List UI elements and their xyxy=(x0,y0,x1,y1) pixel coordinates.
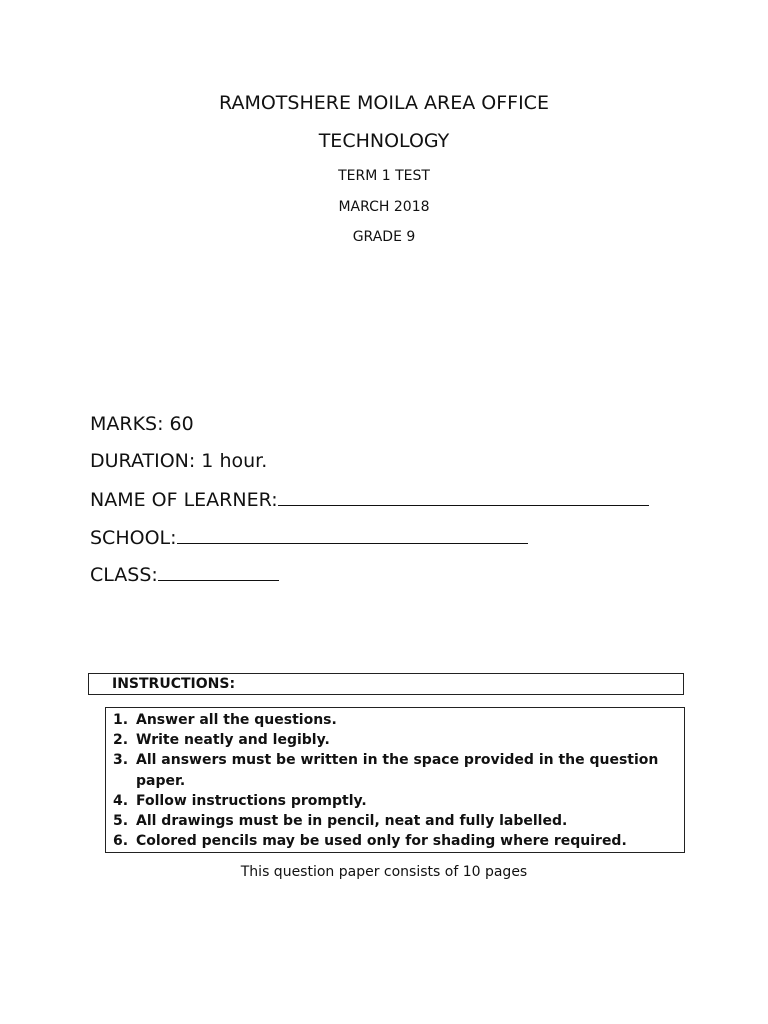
instruction-text: Write neatly and legibly. xyxy=(136,732,330,749)
instruction-text: All drawings must be in pencil, neat and fully labelled. xyxy=(136,813,568,830)
instruction-item xyxy=(113,831,673,851)
instruction-text: Answer all the questions. xyxy=(136,712,337,728)
area-office-title: RAMOTSHERE MOILA AREA OFFICE xyxy=(219,92,549,114)
instruction-number: 4. xyxy=(113,792,129,809)
marks-field xyxy=(90,413,194,435)
learner-name-field xyxy=(90,487,649,511)
school-field xyxy=(90,525,528,549)
instruction-number: 3. xyxy=(113,752,129,769)
instruction-item xyxy=(113,710,673,730)
learner-name-label: NAME OF LEARNER: xyxy=(90,489,278,511)
class-field xyxy=(90,562,279,586)
class-blank[interactable] xyxy=(158,562,279,581)
test-date: MARCH 2018 xyxy=(338,199,430,215)
duration-field xyxy=(90,450,267,472)
instruction-text: Follow instructions promptly. xyxy=(136,792,367,809)
school-label: SCHOOL: xyxy=(90,527,177,549)
marks-label: MARKS: 60 xyxy=(90,413,194,435)
instruction-number: 1. xyxy=(113,712,129,728)
test-name: TERM 1 TEST xyxy=(338,168,430,184)
instructions-list xyxy=(113,710,673,851)
learner-name-blank[interactable] xyxy=(278,487,649,506)
duration-label: DURATION: 1 hour. xyxy=(90,450,268,472)
grade-label: GRADE 9 xyxy=(352,229,416,245)
instruction-text: Colored pencils may be used only for shading where required. xyxy=(136,833,627,850)
instruction-item xyxy=(113,750,673,790)
instruction-item xyxy=(113,730,673,750)
instructions-header-box xyxy=(88,673,684,695)
subject-title: TECHNOLOGY xyxy=(318,130,450,152)
instruction-item xyxy=(113,811,673,831)
instructions-box xyxy=(105,707,685,853)
class-label: CLASS: xyxy=(90,564,158,586)
instructions-heading: INSTRUCTIONS: xyxy=(112,676,236,692)
school-blank[interactable] xyxy=(177,525,528,544)
instruction-text: All answers must be written in the space provided in the question paper. xyxy=(136,752,659,789)
instruction-item xyxy=(113,791,673,811)
page-count-note: This question paper consists of 10 pages xyxy=(240,864,528,880)
instruction-number: 2. xyxy=(113,732,129,749)
instruction-number: 6. xyxy=(113,833,129,850)
instruction-number: 5. xyxy=(113,813,129,830)
